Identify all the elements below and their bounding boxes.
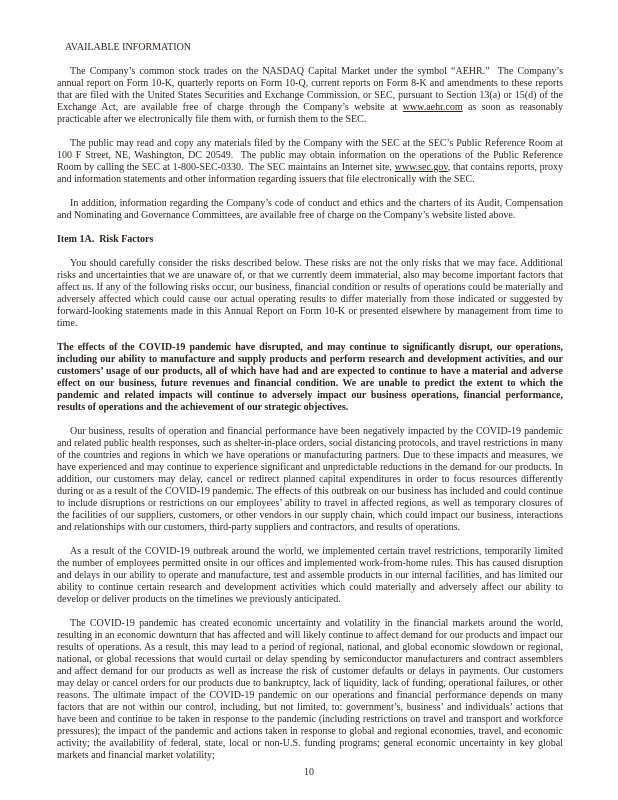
paragraph-covid-business-impact: Our business, results of operation and financial performance have been negatively impacted by the COVID-19 pandemic and related public health responses, such as shelter-in-place orders, social distancing protocols, and travel restrictions in many of the countries and regions in which we have operations or manufacturing partners. Due to these impacts and measures, we have experienced and may continue to experience significant and unpredictable reductions in the demand for our products. In addition, our customers may delay, cancel or redirect planned capital expenditures in order to focus resources differently during or as a result of the COVID-19 pandemic. The effects of this outbreak on our business has included and could continue to include disruptions or restrictions on our employees’ ability to travel in affected regions, as well as temporary closures of the facilities of our suppliers, customers, or other vendors in our supply chain, which could impact our business, interactions and relationships with our customers, third-party suppliers and contractors, and results of operations.	[57, 426, 566, 533]
paragraph-public-reference-room-text-before-link: The public may read and copy any materials filed by the Company with the SEC at the SEC’s Public Reference Room at 100 F Street, NE, Washington, DC 20549. The public may obtain information on the operations of the Public Reference Room by calling the SEC at 1-800-SEC-0330. The SEC maintains an Internet site,	[57, 138, 566, 173]
sec-website-link[interactable]: www.sec.gov	[394, 162, 448, 173]
paragraph-stock-listing-text-after-link: as soon as reasonably practicable after we electronically file them with, or furnish them to the SEC.	[57, 102, 566, 125]
paragraph-stock-listing	[57, 66, 566, 126]
aehr-website-link[interactable]: www.aehr.com	[402, 102, 463, 113]
page-number: 10	[304, 767, 314, 778]
paragraph-governance-committees: In addition, information regarding the Company’s code of conduct and ethics and the charters of its Audit, Compensation and Nominating and Governance Committees, are available free of charge on the Company’s website listed above.	[57, 198, 566, 221]
paragraph-covid-risk-heading: The effects of the COVID-19 pandemic have disrupted, and may continue to significantly disrupt, our operations, including our ability to manufacture and supply products and perform research and development activities, and our customers’ usage of our products, all of which have had and are expected to continue to have a material and adverse effect on our business, future revenues and financial condition. We are unable to predict the extent to which the pandemic and related impacts will continue to adversely impact our business operations, financial performance, results of operations and the achievement of our strategic objectives.	[57, 342, 566, 413]
paragraph-covid-economic-uncertainty: The COVID-19 pandemic has created economic uncertainty and volatility in the financial markets around the world, resulting in an economic downturn that has affected and will likely continue to affect demand for our products and impact our results of operations. As a result, this may lead to a period of regional, national, and global economic slowdown or regional, national, or global recessions that would curtail or delay spending by semiconductor manufacturers and contract assemblers and affect demand for our products as well as increase the risk of customer defaults or delays in payments. Our customers may delay or cancel orders for our products due to bankruptcy, lack of liquidity, lack of funding, operational failures, or other reasons. The ultimate impact of the COVID-19 pandemic on our operations and financial performance depends on many factors that are not within our control, including, but not limited, to: government’s, business’ and individuals’ actions that have been and continue to be taken in response to the pandemic (including restrictions on travel and transport and workforce pressures); the impact of the pandemic and actions taken in response to global and regional economies, travel, and economic activity; the availability of federal, state, local or non-U.S. funding programs; general economic uncertainty in key global markets and financial market volatility;	[57, 618, 566, 761]
paragraph-risk-intro: You should carefully consider the risks described below. These risks are not the only risks that we may face. Additional risks and uncertainties that we are unaware of, or that we currently deem immaterial, also may become important factors that affect us. If any of the following risks occur, our business, financial condition or results of operations could be materially and adversely affected which could cause our actual operating results to differ materially from those indicated or suggested by forward-looking statements made in this Annual Report on Form 10-K or presented elsewhere by management from time to time.	[57, 258, 566, 329]
item-1a-risk-factors-heading: Item 1A. Risk Factors	[57, 234, 154, 245]
paragraph-stock-listing-text-before-link: The Company’s common stock trades on the NASDAQ Capital Market under the symbol “AEHR.” The Company’s annual report on Form 10-K, quarterly reports on Form 10-Q, current reports on Form 8-K and amendments to these reports that are filed with the United States Securities and Exchange Commission, or SEC, pursuant to Section 13(a) or 15(d) of the Exchange Act, are available free of charge through the Company’s website at	[57, 66, 566, 113]
paragraph-covid-travel-restrictions: As a result of the COVID-19 outbreak around the world, we implemented certain travel restrictions, temporarily limited the number of employees permitted onsite in our offices and implemented work-from-home rules. This has caused disruption and delays in our ability to operate and manufacture, test and assemble products in our internal facilities, and has limited our ability to continue certain research and development activities which could materially and adversely affect our ability to develop or deliver products on the timelines we previously anticipated.	[57, 546, 566, 605]
paragraph-public-reference-room	[57, 138, 566, 186]
available-information-heading: AVAILABLE INFORMATION	[65, 42, 192, 53]
paragraph-public-reference-room-text-after-link: , that contains reports, proxy and information statements and other information regarding issuers that file electronically with the SEC.	[57, 162, 566, 185]
